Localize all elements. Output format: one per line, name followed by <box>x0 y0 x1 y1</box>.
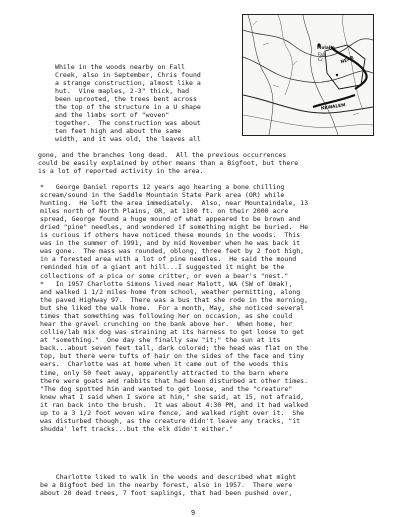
page-number: 9 <box>191 509 196 517</box>
paragraph-fall-creek: While in the woods nearby on Fall Creek, also in September, Chris found a strange construction, almost like a hut. Vine maples, 2-3" thick, had been uprooted, the trees bent across the top of the structure in a U shape and the limbs sort of "woven" together. The construction was about ten feet high and about the same width, and it was old, the leaves all <box>55 63 201 144</box>
paragraph-charlotte-simons: * In 1957 Charlotte Simons lived near Malott, WA (SW of Omak), and walked 1 1/2 miles home from school, weather permitting, along the paved Highway 97. There was a bus that she rode in the morning, but she liked the walk home. For a month, May, she noticed several times that something was following her on occasion, as she could hear the gravel crunching on the bank above her. When home, her collie/lab mix dog was straining at its harness to get loose to get at "something." One day she finally saw "it;" the sun at its back...about seven feet tall, dark colored; the head was flat on the top, but there were tufts of hair on the sides of the face and tiny ears. Charlotte was at home when it came out of the woods this time, only 50 feet away, apparently attracted to the barn where there were goats and rabbits that had been disturbed at other times. "The dog spotted him and wanted to get loose, and the "creature" knew what I said when I swore at him," she said, at 15, not afraid, it ran back into the brush. It was about 4:30 PM, and it had walked up to a 3 1/2 foot woven wire fence, and walked right over it. She was disturbed though, as the creature didn't leave any tracks, "it shudda' left tracks...but the elk didn't either." <box>40 280 309 433</box>
map-label-fall: Fall <box>318 53 326 58</box>
map-label-creek: Cr. <box>318 58 324 63</box>
map-label-near: NEAR <box>340 55 355 66</box>
map-label-newalem: NEWALEM <box>320 103 347 112</box>
map-drawing <box>243 15 373 135</box>
paragraph-bigfoot-bed: Charlotte liked to walk in the woods and described what might be a Bigfoot bed in the nearby forest, also in 1957. There were about 20 dead trees, 7 foot saplings, that had been pushed over, <box>40 473 297 498</box>
paragraph-george-daniel: * George Daniel reports 12 years ago hearing a bone chilling scream/sound in the Saddle Mountain State Park area (OR) while hunting. He left the area immediately. Also, near Mountaindale, 13 miles north of North Plains, OR, at 1100 ft. on their 2000 acre spread, George found a huge mound of what appeared to be brown and dried "pine" needles, and wondered if something might be buried. He is curious if others have noticed these mounds in the woods. This was in the summer of 1991, and by mid November when he was back it was gone. The mass was rounded, oblong, three feet by 2 foot high, in a forested area with a lot of pine needles. He said the mound reminded him of a giant ant hill...I suggested it might be the collections of a pica or some critter, or even a bear's "nest." <box>40 183 309 280</box>
map-label-molalla: Molalla <box>317 46 335 51</box>
paragraph-fall-creek-continued: gone, and the branches long dead. All the previous occurrences could be easily explained by other means than a Bigfoot, but there is a lot of reported activity in the area. <box>38 151 299 176</box>
location-map <box>242 14 374 136</box>
